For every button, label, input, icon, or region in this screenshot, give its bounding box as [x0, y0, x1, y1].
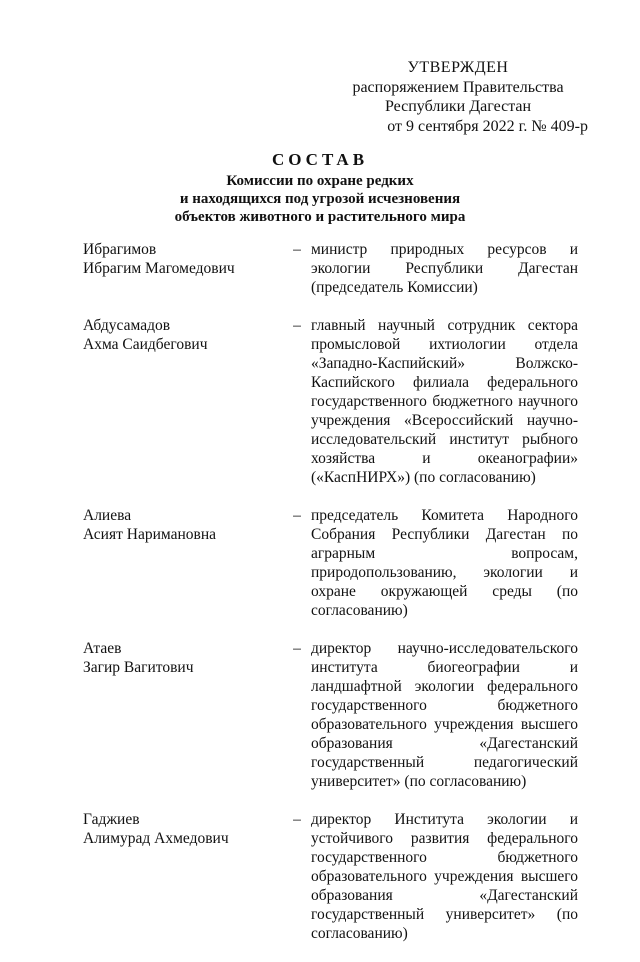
members-list: [83, 240, 578, 962]
member-given-names: Алимурад Ахмедович: [83, 830, 229, 847]
member-surname: Абдусамадов: [83, 317, 171, 334]
member-given-names: Ибрагим Магомедович: [83, 260, 235, 277]
approval-line-2: Республики Дагестан: [384, 98, 532, 115]
member-surname: Атаев: [83, 640, 122, 657]
dash-separator: –: [293, 811, 301, 828]
document-title: СОСТАВ: [271, 150, 369, 169]
document-heading: [0, 150, 640, 226]
member-surname: Ибрагимов: [83, 241, 157, 258]
document-subtitle: [0, 172, 640, 226]
member-role: директор Института экологии и устойчивого развития федерального государственного бюджетного образовательного учреждения высшего образования «Дагестанский государственный университет» (по согласованию): [311, 811, 578, 942]
member-name: [83, 240, 283, 297]
member-entry: [83, 240, 578, 297]
member-given-names: Загир Вагитович: [83, 659, 194, 676]
member-role: председатель Комитета Народного Собрания Республики Дагестан по аграрным вопросам, природопользованию, экологии и охране окружающей среды (по согласованию): [311, 507, 578, 619]
dash-separator: –: [293, 241, 301, 258]
member-entry: [83, 506, 578, 620]
member-role: главный научный сотрудник сектора промысловой ихтиологии отдела «Западно-Каспийский» Волжско-Каспийского филиала федерального государственного бюджетного научного учреждения «Всероссийский научно-исследовательский институт рыбного хозяйства и океанографии» («КаспНИРХ») (по согласованию): [311, 317, 578, 486]
member-name: [83, 316, 283, 487]
member-name: [83, 506, 283, 620]
member-entry: [83, 316, 578, 487]
subtitle-line: объектов животного и растительного мира: [174, 209, 466, 225]
subtitle-line: и находящихся под угрозой исчезновения: [179, 191, 461, 207]
member-name: [83, 810, 283, 943]
subtitle-line: Комиссии по охране редких: [226, 173, 414, 189]
member-surname: Гаджиев: [83, 811, 140, 828]
member-role: директор научно-исследовательского института биогеографии и ландшафтной экологии федерального государственного бюджетного образовательного учреждения высшего образования «Дагестанский государственный педагогический университет» (по согласованию): [311, 640, 578, 790]
member-surname: Алиева: [83, 507, 132, 524]
member-given-names: Асият Наримановна: [83, 526, 216, 543]
approval-block: [328, 58, 588, 136]
dash-separator: –: [293, 317, 301, 334]
approval-date: от 9 сентября 2022 г. № 409-р: [387, 117, 588, 135]
member-name: [83, 639, 283, 791]
dash-separator: –: [293, 640, 301, 657]
approved-label: УТВЕРЖДЕН: [407, 59, 509, 76]
dash-separator: –: [293, 507, 301, 524]
member-entry: [83, 810, 578, 943]
member-given-names: Ахма Саидбегович: [83, 336, 208, 353]
member-entry: [83, 639, 578, 791]
approval-line-1: распоряжением Правительства: [352, 78, 564, 96]
member-role: министр природных ресурсов и экологии Республики Дагестан (председатель Комиссии): [311, 241, 578, 296]
